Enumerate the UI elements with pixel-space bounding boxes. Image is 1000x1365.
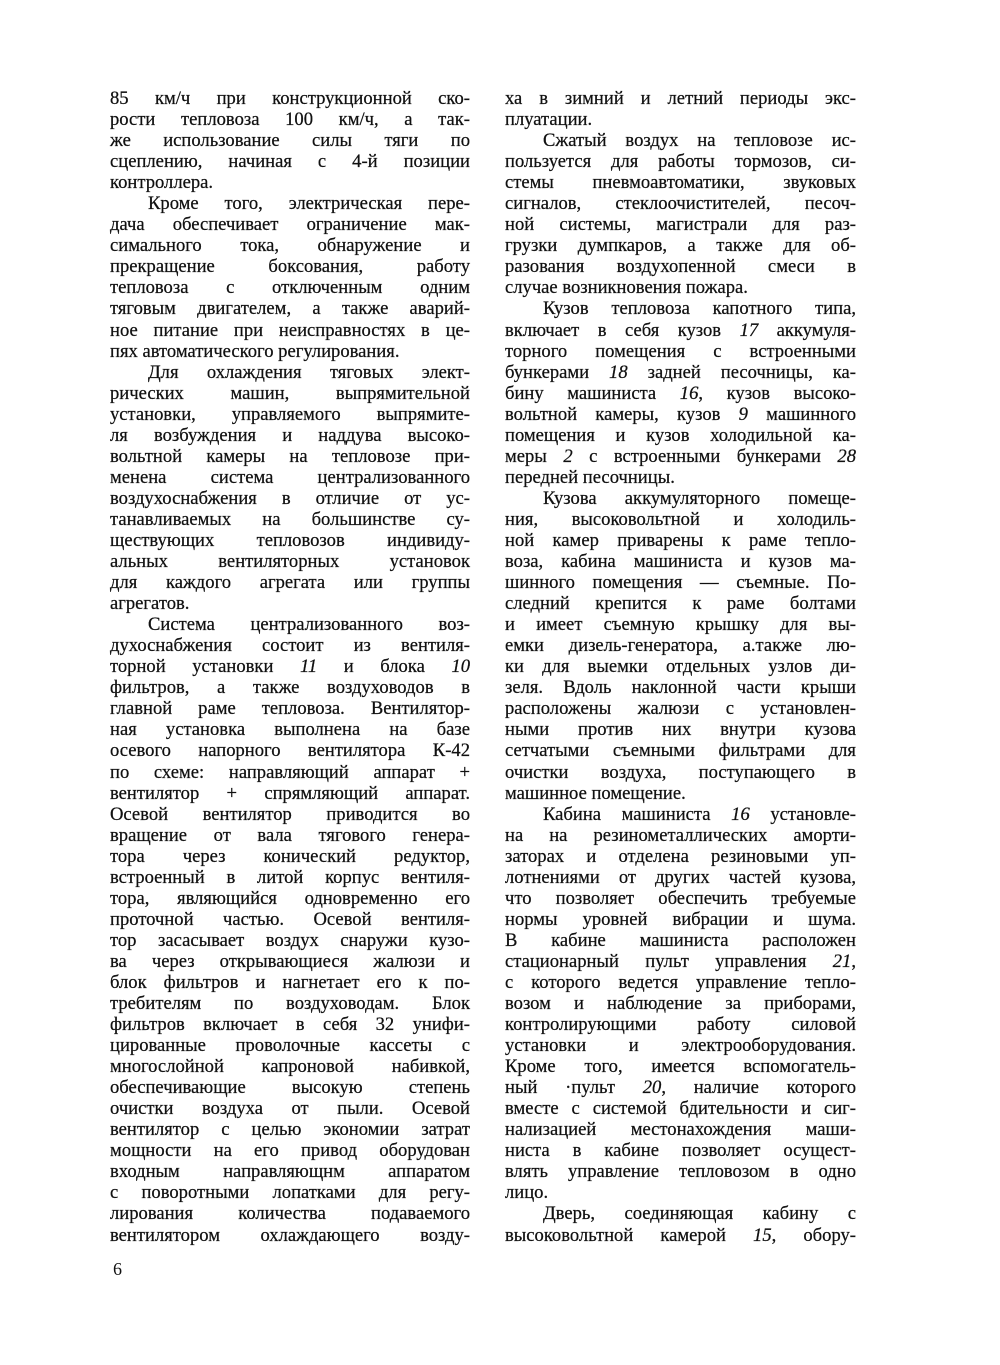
text-line [110,677,470,698]
text-segment: вместе с системой бдительности и сиг- [505,1098,856,1120]
text-line [110,719,470,740]
text-segment: Кузов тепловоза капотного типа, [543,298,856,320]
text-segment: тора через конический редуктор, [110,845,470,867]
text-segment: влять управление тепловозом в одно [505,1161,856,1183]
figure-reference-number: 11 [299,656,318,678]
text-segment: Кроме того, имеется вспомогатель- [505,1056,856,1078]
text-segment: прекращение боксования, работу [110,256,470,278]
text-line [505,783,856,804]
text-line [110,993,470,1014]
text-line [505,362,856,383]
text-line [505,1035,856,1056]
text-line [110,298,470,319]
text-line [505,846,856,867]
text-segment: встроенный в литой корпус вентиля- [110,866,470,888]
text-segment: Кроме того, электрическая пере- [148,193,470,215]
text-segment: вентилятор + спрямляющий аппарат. [110,782,470,804]
text-segment: аккумуля- [758,319,856,341]
text-line [110,88,470,109]
text-segment: дача обеспечивает ограничение мак- [110,214,470,236]
text-segment: сетчатыми съемными фильтрами для [505,740,856,762]
text-line [110,256,470,277]
text-line [110,1225,470,1246]
text-line [505,404,856,425]
text-segment: Для охлаждения тяговых элект- [148,361,470,383]
text-segment: заторах и отделена резиновыми уп- [505,845,856,867]
text-line [505,1119,856,1140]
right-text-column [505,88,856,1246]
text-segment: зеля. Вдоль наклонной части крыши [505,677,856,699]
text-line [110,804,470,825]
text-line [505,888,856,909]
text-segment: 85 км/ч при конструкционной ско- [110,88,470,109]
text-segment: на на резинометаллических аморти- [505,824,856,846]
text-segment: ки для выемки отдельных узлов ди- [505,656,856,678]
text-line [110,130,470,151]
text-line [505,740,856,761]
left-text-column [110,88,470,1246]
text-line [505,719,856,740]
text-line [110,1098,470,1119]
figure-reference-number: 10 [451,656,470,678]
text-segment: установки, управляемого выпрямите- [110,403,470,425]
text-line [505,635,856,656]
text-line [505,383,856,404]
text-segment: симального тока, обнаружение и [110,235,470,257]
text-segment: машинного [747,403,856,425]
text-segment: фильтров, а также воздуховодов в [110,677,470,699]
text-line [505,867,856,888]
text-line [505,1077,856,1098]
text-segment: цированные проволочные кассеты с [110,1035,470,1057]
text-line [110,551,470,572]
text-line [505,320,856,341]
text-segment: плуатации. [505,109,593,131]
text-line [505,1203,856,1224]
page-number: 6 [113,1259,122,1279]
text-segment: стационарный пульт управления [505,950,833,972]
text-line [505,151,856,172]
figure-reference-number: 16 [731,803,750,825]
text-line [110,172,470,193]
text-segment: , наличие которого [661,1077,856,1099]
text-segment: лирования количества подаваемого [110,1203,470,1225]
text-segment: помещения и кузов холодильной ка- [505,424,856,446]
text-segment: сигналов, стеклоочистителей, песоч- [505,193,856,215]
text-segment: Кузова аккумуляторного помеще- [543,487,856,509]
text-line [505,972,856,993]
text-line [110,1014,470,1035]
text-segment: торной установки [110,656,300,678]
text-line [505,572,856,593]
text-segment: нормы уровней вибрации и шума. [505,908,856,930]
text-segment: следний крепится к раме болтами [505,593,856,615]
text-segment: , обору- [771,1224,856,1246]
figure-reference-number: 9 [738,403,748,425]
text-line [110,593,470,614]
text-line [505,488,856,509]
text-segment: Кабина машиниста [543,803,732,825]
figure-reference-number: 21 [832,950,852,972]
text-line [110,509,470,530]
figure-reference-number: 17 [739,319,759,341]
text-line [505,1098,856,1119]
text-segment: Дверь, соединяющая кабину с [543,1203,856,1225]
text-line [110,193,470,214]
text-segment: и имеет съемную крышку для вы- [505,614,856,636]
figure-reference-number: 2 [563,445,573,467]
text-line [505,425,856,446]
text-line [505,298,856,319]
text-segment: вольтной камеры, кузов [505,403,739,425]
text-segment: тора, являющийся одновременно его [110,887,470,909]
text-segment: и блока [317,656,452,678]
text-segment: торного помещения с встроенными [505,340,856,362]
text-segment: проточной частью. Осевой вентиля- [110,908,470,930]
text-segment: мощности на его привод оборудован [110,1140,470,1162]
text-line [110,1203,470,1224]
text-segment: Система централизованного воз- [148,614,470,636]
text-line [505,193,856,214]
text-segment: для каждого агрегата или группы [110,572,470,594]
text-segment: агрегатов. [110,593,190,615]
text-segment: ществующих тепловозов индивиду- [110,529,470,551]
text-segment: ный ·пульт [505,1077,643,1099]
figure-reference-number: 20 [642,1077,662,1099]
text-segment: многослойной капроновой набивкой, [110,1056,470,1078]
text-line [110,783,470,804]
text-segment: грузки думпкаров, а также для об- [505,235,856,257]
text-segment: В кабине машиниста расположен [505,929,856,951]
text-segment: воздухоснабжения в отличие от ус- [110,487,470,509]
text-segment: входным направляющнм аппаратом [110,1161,470,1183]
text-segment: менена система централизованного [110,466,470,488]
text-segment: требителям по воздуховодам. Блок [110,993,470,1015]
text-segment: очистки воздуха от пыли. Осевой [110,1098,470,1120]
text-line [110,467,470,488]
text-line [505,1225,856,1246]
figure-reference-number: 16 [679,382,699,404]
text-segment: бину машиниста [505,382,680,404]
text-segment: включает в себя кузов [505,319,740,341]
text-line [505,677,856,698]
text-line [505,1161,856,1182]
text-line [110,825,470,846]
text-line [505,698,856,719]
text-line [505,277,856,298]
text-line [505,804,856,825]
text-segment: с встроенными бункерами [572,445,838,467]
text-segment: высоковольтной камерой [505,1224,754,1246]
text-segment: блок фильтров и нагнетает его к по- [110,971,470,993]
text-line [110,488,470,509]
text-segment: ной камер приварены к раме тепло- [505,529,856,551]
text-line [110,1077,470,1098]
figure-reference-number: 15 [753,1224,772,1246]
text-line [505,235,856,256]
text-segment: установле- [749,803,856,825]
text-line [505,446,856,467]
text-line [110,109,470,130]
text-segment: ва через открывающиеся жалюзи и [110,950,470,972]
text-line [110,1182,470,1203]
text-segment: тяговым двигателем, а также аварий- [110,298,470,320]
text-segment: шинного помещения — съемные. По- [505,572,856,594]
text-segment: разования воздухопенной смеси в [505,256,856,278]
text-line [110,572,470,593]
text-segment: меры [505,445,564,467]
text-line [110,867,470,888]
text-segment: ной системы, магистрали для раз- [505,214,856,236]
text-line [110,888,470,909]
text-segment: тор засасывает воздух снаружи кузо- [110,929,470,951]
text-line [110,1056,470,1077]
text-segment: обеспечивающие высокую степень [110,1077,470,1099]
text-segment: с поворотными лопатками для регу- [110,1182,470,1204]
text-line [505,951,856,972]
text-line [110,1035,470,1056]
text-segment: ниста в кабине позволяет осущест- [505,1140,856,1162]
text-segment: возом и наблюдение за приборами, [505,993,856,1015]
text-segment: вращение от вала тягового генера- [110,824,470,846]
text-line [505,909,856,930]
text-segment: ля возбуждения и наддува высоко- [110,424,470,446]
text-line [110,740,470,761]
text-segment: пях автоматического регулирования. [110,340,400,362]
text-segment: рических машин, выпрямительной [110,382,470,404]
text-segment: контроллера. [110,172,214,194]
text-segment: пользуется для работы тормозов, си- [505,151,856,173]
text-segment: , [851,950,856,972]
text-line [505,825,856,846]
text-line [505,656,856,677]
text-segment: очистки воздуха, поступающего в [505,761,856,783]
text-segment: воза, кабина машиниста и кузов ма- [505,551,856,573]
text-segment: что позволяет обеспечить требуемые [505,887,856,909]
text-segment: ное питание при неисправностях в це- [110,319,470,341]
text-line [505,467,856,488]
text-segment: с которого ведется управление тепло- [505,971,856,993]
figure-reference-number: 18 [609,361,628,383]
text-line [110,362,470,383]
text-line [505,256,856,277]
text-line [505,1056,856,1077]
text-segment: танавливаемых на большинстве су- [110,508,470,530]
text-line [110,951,470,972]
text-line [505,509,856,530]
text-segment: стемы пневмоавтоматики, звуковых [505,172,856,194]
text-line [110,1140,470,1161]
text-segment: нализацией местонахождения маши- [505,1119,856,1141]
text-segment: контролирующими работу силовой [505,1014,856,1036]
text-segment: ная установка выполнена на базе [110,719,470,741]
text-line [110,614,470,635]
text-line [505,1140,856,1161]
text-line [110,404,470,425]
text-segment: главной раме тепловоза. Вентилятор- [110,698,470,720]
text-segment: духоснабжения состоит из вентиля- [110,635,470,657]
text-segment: лицо. [505,1182,549,1204]
text-line [505,214,856,235]
text-line [110,846,470,867]
text-segment: фильтров включает в себя 32 унифи- [110,1014,470,1036]
text-line [505,88,856,109]
text-line [505,551,856,572]
text-line [505,593,856,614]
text-line [110,530,470,551]
text-segment: ха в зимний и летний периоды экс- [505,88,856,109]
text-segment: сцеплению, начиная с 4-й позиции [110,151,470,173]
figure-reference-number: 28 [837,445,856,467]
text-segment: тепловоза с отключенным одним [110,277,470,299]
text-line [505,109,856,130]
text-segment: ния, высоковольтной и холодиль- [505,508,856,530]
text-line [505,341,856,362]
text-line [110,698,470,719]
text-segment: вентилятором охлаждающего возду- [110,1224,470,1246]
text-segment: вентилятор с целью экономии затрат [110,1119,470,1141]
text-line [110,277,470,298]
text-line [505,614,856,635]
text-line [110,151,470,172]
text-line [110,446,470,467]
text-segment: задней песочницы, ка- [627,361,856,383]
text-segment: альных вентиляторных установок [110,551,470,573]
text-segment: осевого напорного вентилятора К-42 [110,740,470,762]
text-line [110,235,470,256]
text-line [110,762,470,783]
text-line [505,930,856,951]
text-line [110,909,470,930]
text-segment: Осевой вентилятор приводится во [110,803,470,825]
text-segment: емки дизель-генератора, а.также лю- [505,635,856,657]
text-line [110,635,470,656]
text-line [505,1014,856,1035]
text-line [110,972,470,993]
text-segment: случае возникновения пожара. [505,277,748,299]
text-segment: Сжатый воздух на тепловозе ис- [543,130,856,152]
text-segment: же использование силы тяги по [110,130,470,152]
text-line [505,993,856,1014]
text-line [110,341,470,362]
text-line [505,172,856,193]
text-line [110,656,470,677]
text-segment: ными против них внутри кузова [505,719,856,741]
text-segment: бункерами [505,361,610,383]
text-line [110,214,470,235]
text-segment: машинное помещение. [505,782,686,804]
text-segment: расположены жалюзи с установлен- [505,698,856,720]
text-line [110,1119,470,1140]
text-line [110,383,470,404]
text-line [110,930,470,951]
text-segment: по схеме: направляющий аппарат + [110,761,470,783]
text-line [110,320,470,341]
text-line [505,762,856,783]
text-segment: установки и электрооборудования. [505,1035,856,1057]
text-segment: лотнениями от других частей кузова, [505,866,856,888]
text-line [505,130,856,151]
text-segment: вольтной камеры на тепловозе при- [110,445,470,467]
text-line [505,530,856,551]
text-line [110,425,470,446]
text-segment: передней песочницы. [505,466,675,488]
text-segment: рости тепловоза 100 км/ч, а так- [110,109,470,131]
text-segment: , кузов высоко- [698,382,856,404]
text-line [505,1182,856,1203]
text-line [110,1161,470,1182]
